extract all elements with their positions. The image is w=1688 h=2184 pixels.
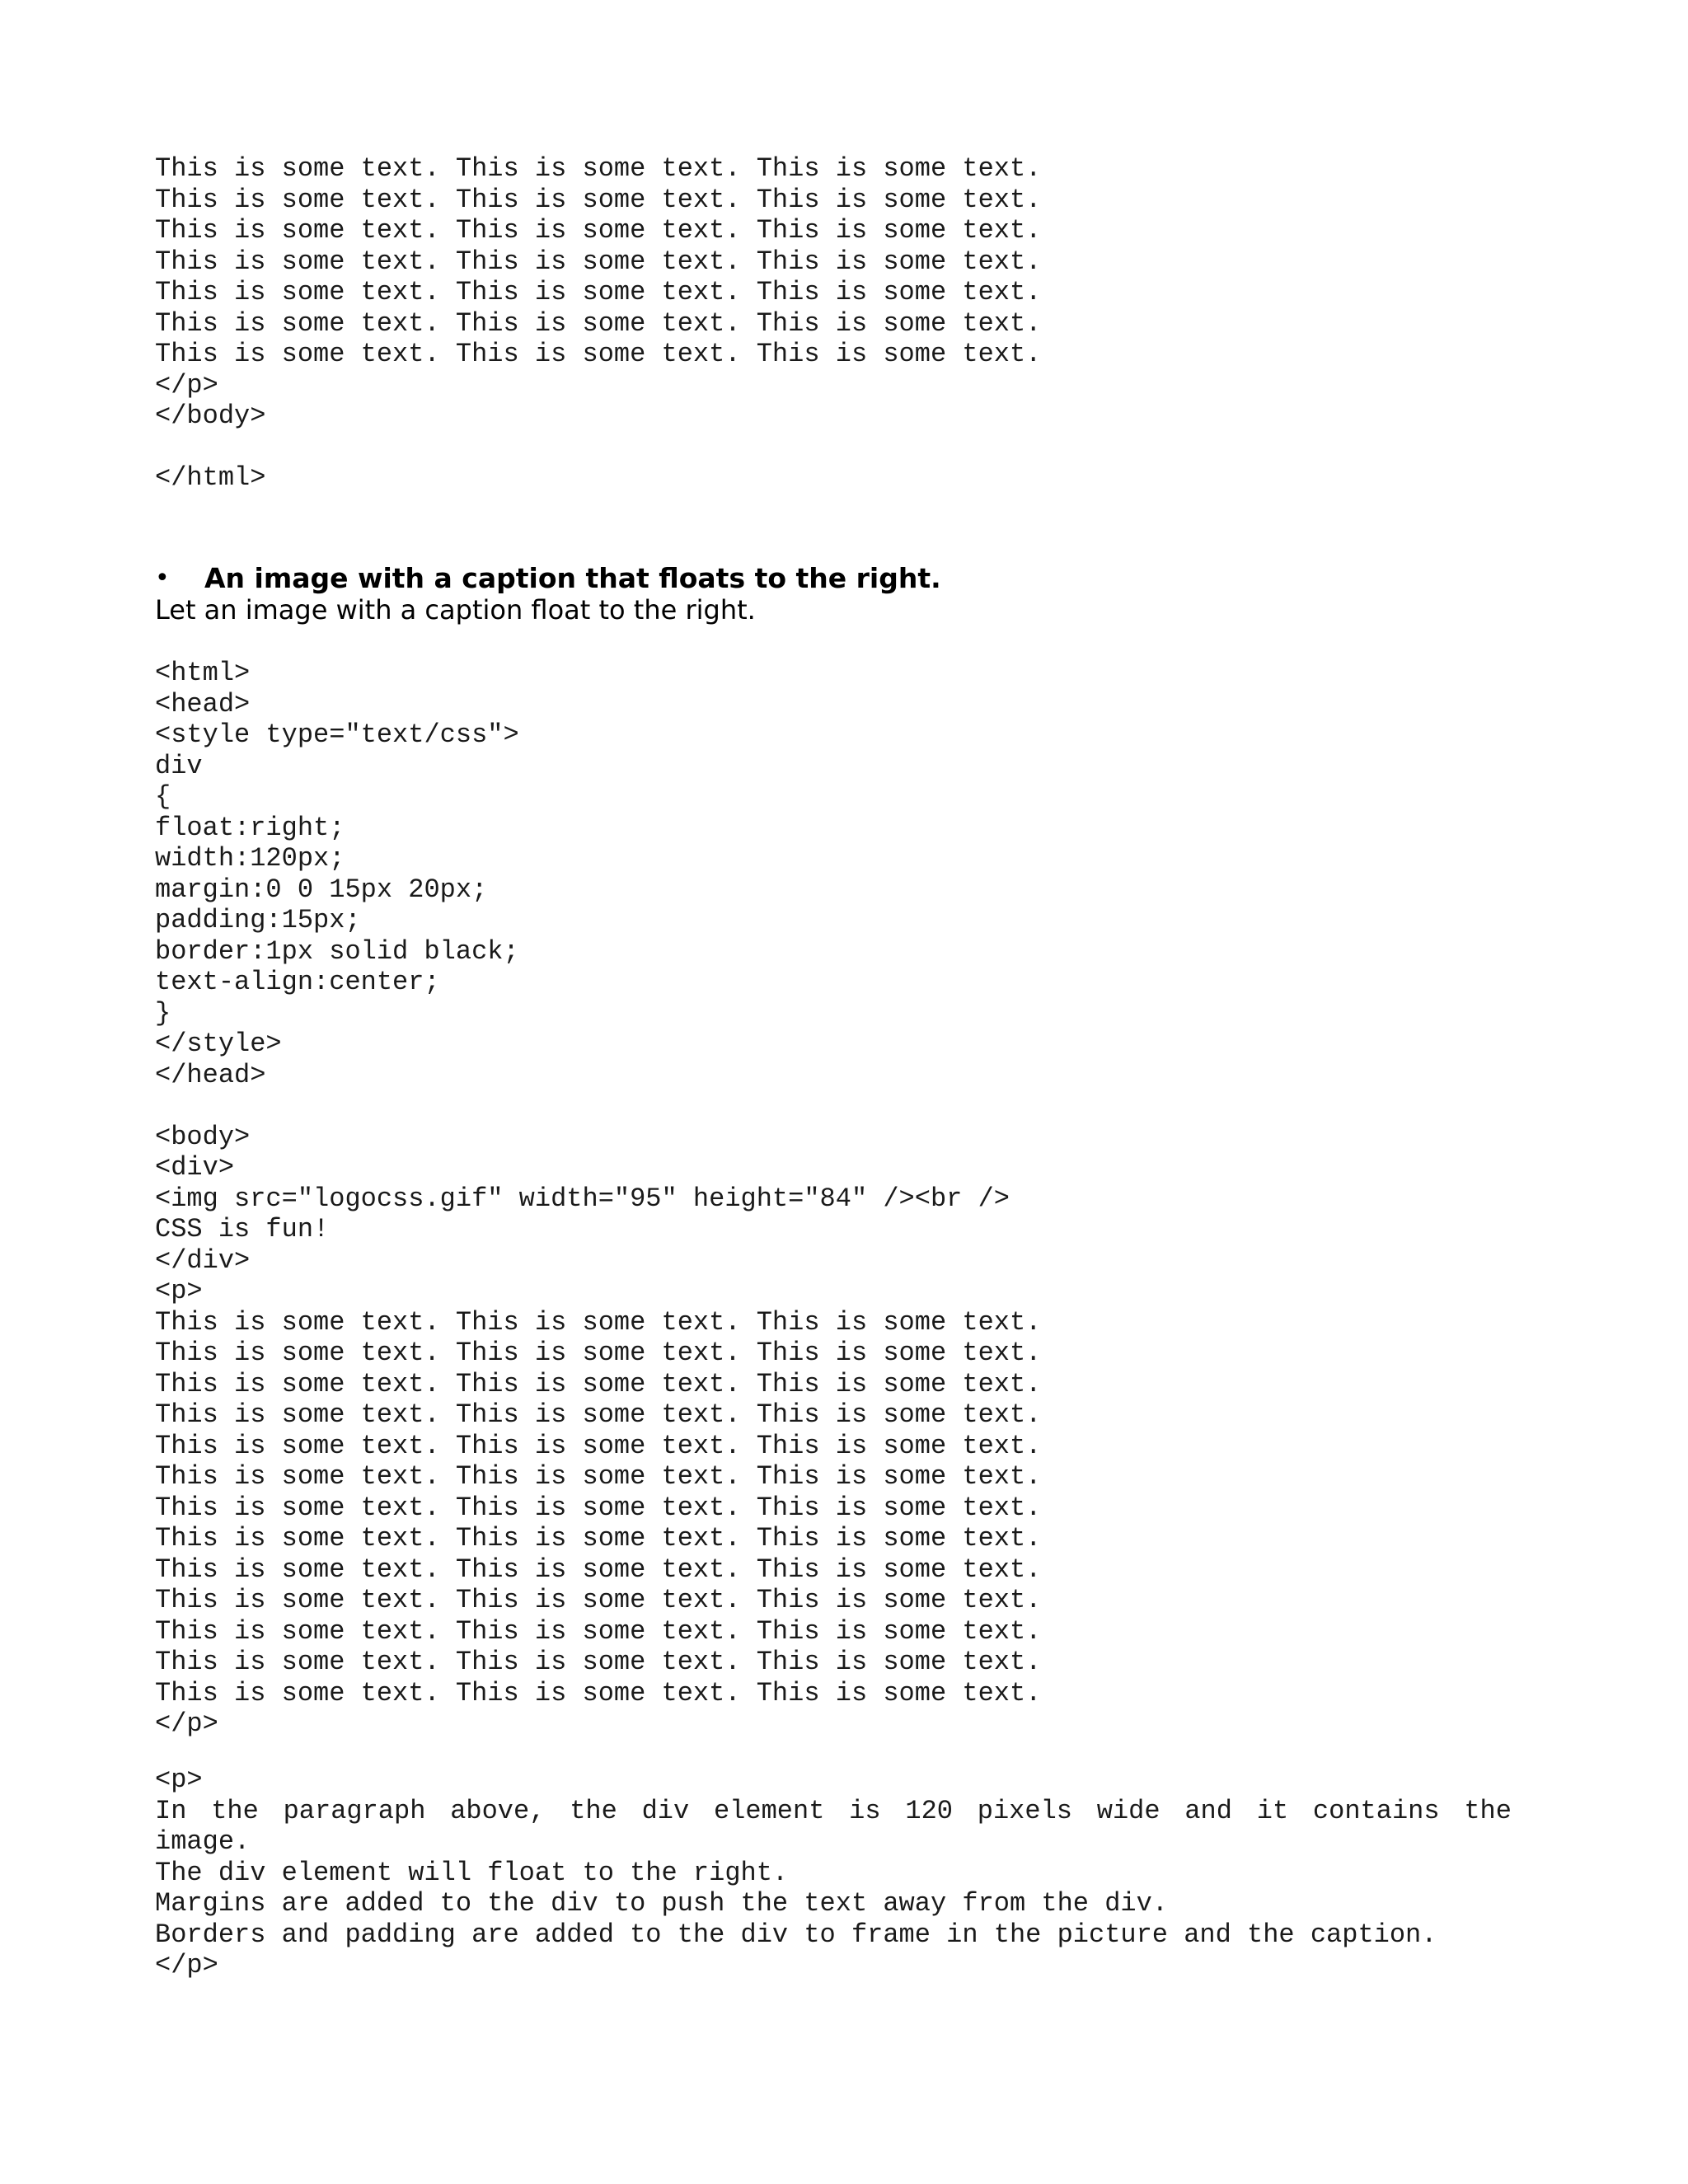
code-line: <style type="text/css">	[155, 719, 519, 750]
code-line: div	[155, 750, 203, 781]
code-line: This is some text. This is some text. This is some text.	[155, 153, 1042, 184]
code-line: border:1px solid black;	[155, 935, 519, 967]
code-line: {	[155, 781, 171, 812]
code-line: </body>	[155, 401, 266, 431]
code-line: float:right;	[155, 812, 345, 843]
code-word: the	[570, 1795, 617, 1826]
section-description: Let an image with a caption float to the right.	[155, 594, 756, 626]
code-line: This is some text. This is some text. This is some text.	[155, 1492, 1042, 1523]
code-line: This is some text. This is some text. This is some text.	[155, 1554, 1042, 1585]
code-line: Borders and padding are added to the div to frame in the picture and the caption.	[155, 1919, 1437, 1950]
code-line: This is some text. This is some text. This is some text.	[155, 1368, 1042, 1399]
code-line: This is some text. This is some text. This is some text.	[155, 339, 1042, 369]
code-line: padding:15px;	[155, 905, 361, 935]
code-line: </p>	[155, 1950, 218, 1980]
code-word: and	[1184, 1795, 1232, 1826]
code-word: In	[155, 1795, 187, 1826]
code-word: element	[713, 1795, 825, 1826]
code-line: </div>	[155, 1244, 251, 1276]
code-line: CSS is fun!	[155, 1214, 330, 1244]
code-line: This is some text. This is some text. This is some text.	[155, 184, 1042, 215]
code-line: This is some text. This is some text. This is some text.	[155, 1430, 1042, 1461]
code-word: paragraph	[283, 1795, 426, 1826]
code-line: This is some text. This is some text. This is some text.	[155, 1585, 1042, 1615]
code-line: This is some text. This is some text. This is some text.	[155, 307, 1042, 339]
code-line: <div>	[155, 1152, 235, 1183]
code-word: pixels	[977, 1795, 1072, 1826]
code-line: This is some text. This is some text. This is some text.	[155, 1461, 1042, 1492]
code-line	[155, 1090, 1041, 1122]
code-line: </p>	[155, 369, 218, 401]
code-line: <html>	[155, 658, 251, 688]
code-line: <p>	[155, 1276, 203, 1306]
code-line: <p>	[155, 1765, 203, 1795]
code-line: text-align:center;	[155, 967, 440, 997]
top-code-block	[155, 153, 1041, 494]
code-line: </html>	[155, 462, 266, 493]
code-line: </style>	[155, 1029, 282, 1059]
code-line: This is some text. This is some text. This is some text.	[155, 1399, 1042, 1430]
code-word: contains	[1312, 1795, 1440, 1826]
paragraph-code-block	[155, 1765, 1512, 1981]
code-word: is	[849, 1795, 881, 1826]
code-line: </head>	[155, 1059, 266, 1090]
code-line: The div element will float to the right.	[155, 1857, 789, 1888]
code-word: the	[211, 1795, 259, 1826]
code-line: This is some text. This is some text. This is some text.	[155, 246, 1042, 277]
section-heading	[155, 560, 941, 595]
code-word: the	[1464, 1795, 1512, 1826]
code-line: This is some text. This is some text. This is some text.	[155, 1615, 1042, 1647]
justified-code-line	[155, 1796, 1512, 1827]
code-line: This is some text. This is some text. This is some text.	[155, 1338, 1042, 1368]
code-word: it	[1256, 1795, 1289, 1826]
code-line: This is some text. This is some text. This is some text.	[155, 215, 1042, 246]
code-line: <img src="logocss.gif" width="95" height="84" /><br />	[155, 1183, 1010, 1214]
code-line: image.	[155, 1826, 251, 1857]
code-word: above,	[450, 1795, 546, 1826]
code-line	[155, 432, 1041, 463]
code-line: Margins are added to the div to push the text away from the div.	[155, 1888, 1168, 1919]
code-line: This is some text. This is some text. This is some text.	[155, 1523, 1042, 1554]
code-line: This is some text. This is some text. This is some text.	[155, 277, 1042, 307]
code-line: This is some text. This is some text. This is some text.	[155, 1677, 1042, 1708]
bullet-icon: •	[155, 563, 170, 593]
code-line: width:120px;	[155, 843, 345, 874]
heading-text: An image with a caption that floats to the right.	[204, 561, 941, 594]
code-line: This is some text. This is some text. This is some text.	[155, 1306, 1042, 1338]
code-word: div	[641, 1795, 690, 1826]
code-line: margin:0 0 15px 20px;	[155, 874, 488, 905]
code-line: <body>	[155, 1121, 251, 1152]
code-word: wide	[1096, 1795, 1160, 1826]
code-line: }	[155, 997, 171, 1029]
code-line: </p>	[155, 1708, 218, 1739]
code-word: 120	[905, 1795, 953, 1826]
example-code-block	[155, 658, 1041, 1770]
code-line: <head>	[155, 688, 251, 719]
code-line: This is some text. This is some text. This is some text.	[155, 1647, 1042, 1677]
